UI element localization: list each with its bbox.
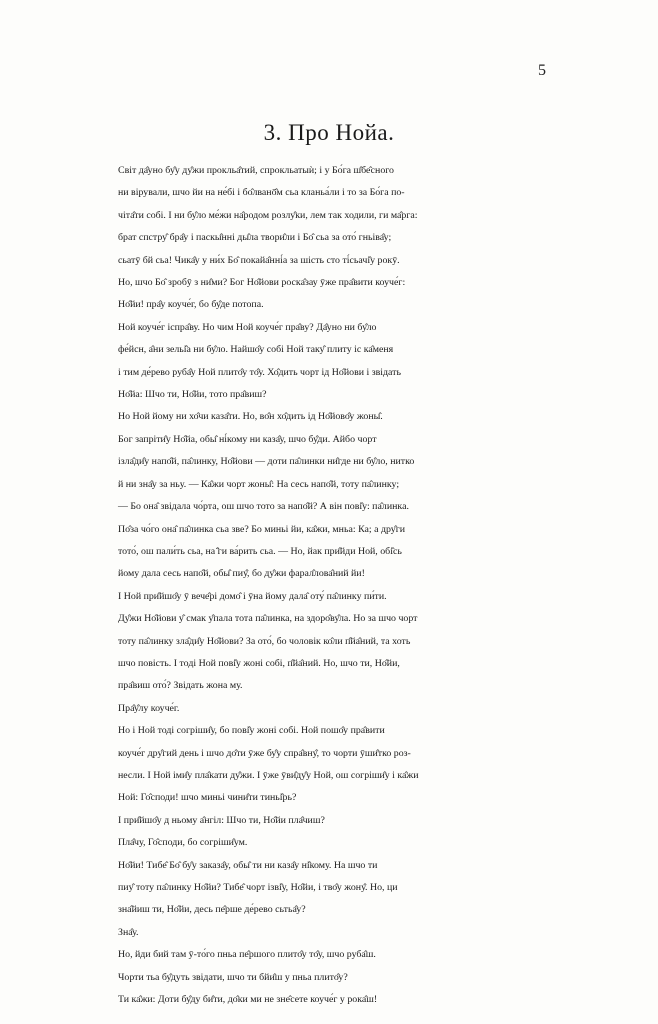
text-line: пра̂виш ото́? Звідать жона му. [118,680,243,692]
text-line: Зна̂у. [118,926,139,938]
text-line: Но, йди бий там ӯ-то́го пньа пе̂ршого плито̂у то̂у, шчо руба̂ш. [118,949,376,961]
text-line: Но і Ной тоді согріши̂у, бо пові̂у жоні собі. Ной пошо̂у пра̂вити [118,725,385,737]
text-line: Пла̂чу, Го̂споди, бо согріши̂ум. [118,837,248,849]
page-number: 5 [538,62,546,79]
text-line: Ти ка̂жи: Доти бу̂ду би̂ти, до̂ки ми не зне̂сете коуче́г у рока̂ш! [118,994,378,1006]
paragraph [92,944,544,989]
text-line: йому дала сесь напо̂й, обы̂ пиу̂, бо ду̂жи фарал̂лова̂ний йи! [118,568,365,580]
text-line: ни вірували, шчо йи на не́бі і бо̂лванō̂м сьа кланьа́ли і то за Бо́га по- [118,187,405,199]
text-line: Ду̂жи Но̂йови у̂ смак у̂пала тота па̂линка, на здоро̂ву̂ла. Но за шчо чорт [118,613,418,625]
text-line: Но̂йи! пра̂у коуче́г, бо бу̂де потопа. [118,299,264,311]
text-line: Ной коуче́г іспра̂ву. Но чим Ной коуче́г пра̂ву? Да̂уно ни бу̂ло [118,321,377,333]
text-line: несли. І Ной іми̂у пла̂кати ду̂жи. І ӯже ӯви̂ду̂у Ной, ош согріши̂у і ка̂жи [118,769,419,781]
text-line: шчо повість. І тоді Ной пові̂у жоні собі, п̂йа̂ний. Но, шчо ти, Но̂йи, [118,657,400,669]
text-line: Но Ной йому ни хо̂чи каза̂ти. Но, во̂н хо̂дить ід Но̂йово̂у жоны̂. [118,411,383,423]
paragraph [92,832,544,854]
paragraph [92,810,544,832]
text-line: чіта̂ти собі. І ни бу̂ло ме́жи на̂родом розлу̂ки, лем так ходили, ги ма̂рга: [118,209,418,221]
text-line: І при̂йшо̂у д ньому а̂нгіл: Шчо ти, Но̂йи пла̂чиш? [118,814,325,826]
paragraph [92,989,544,1011]
paragraph [92,586,544,698]
paragraph [92,406,544,585]
paragraph [92,317,544,407]
text-line: коуче́г дру̂гий день і шчо до̂ти ӯже бу̂у спра̂вну̂, то чорти ӯши̂тко роз- [118,747,411,759]
text-line: й ни зна̂у за ньу. — Ка̂жи чорт жоны̂: На сесь напо̂й, тоту па̂линку; [118,478,400,490]
paragraph [92,698,544,720]
text-line: Світ да̂уно бу̂у ду̂жи прокльа̂тий, спрокльатыѝ; і у Бо́га ш̂бе̂сного [118,165,394,176]
text-line: По̂за чо́го она̂ па̂линка сьа зве? Бо миньі йи, ка̂жи, мньа: Ка; а дру̂ги [118,523,406,535]
text-line: Но, шчо Бо̂ зробӯ з ни̂ми? Бог Но̂йови роска̂зау ӯже пра̂вити коуче́г: [118,277,406,289]
paragraph [92,855,544,922]
text-line: і тим де́рево руба̂у Ной плито̂у то̂у. Хо̂дить чорт ід Но̂йови і звідать [118,366,401,378]
text-line: пиу̂ тоту па̂линку Но̂йи? Тибе̂ чорт ізві̂у, Но̂йи, і тво̂у жону̂. Но, ци [118,882,398,893]
text-line: брат спстру̂ бра̂у і паскы̂нні ды̂ла твори̂ли і Бо̂ сьа за ото́ гньіва̂у; [118,232,392,244]
text-line: Бог запріти̂у Но̂йа, обы̂ ні́кому ни каза̂у, шчо бу̂ди. Айбо чорт [118,433,377,445]
text-line: сьатӯ бй сьа! Чика̂у у ни́х Бо̂ покайа̂нні́а за шість сто ті́сьачі̂у рокӯ. [118,254,400,266]
text-line: зна̂йиш ти, Но̂йи, десь пе̂рше де́рево сьтьа̂у? [118,904,306,916]
chapter-title: 3. Про Нойа. [263,120,395,145]
text-line: Но̂йи! Тибе̂ Бо̂ бу̂у заказа̂у, обы̂ ти ни каза̂у ні̂кому. На шчо ти [118,859,378,871]
paragraph [92,922,544,944]
text-line: Чорти тьа бу̂дуть звідати, шчо ти бйи̂ш у пньа плито̂у? [118,971,348,983]
text-line: Но̂йа: Шчо ти, Но̂йи, тото пра̂виш? [118,389,267,401]
text-line: Пра̂у̂лу коуче́г. [118,702,180,714]
text-line: фе́йсн, а̂ни зельі̂а ни бу̂ло. Найшо̂у собі Ной таку̂ плиту іс ка̂меня [118,344,394,356]
text-line: ізла̂ди̂у напо̂й, па̂линку, Но̂йови — доти па̂линки ни̂где ни бу̂ло, нитко [118,456,415,468]
text-line: тото́, ош пали́ть сьа, на ̂̂ги ва́рить сьа. — Но, йак при̂йди Ной, обі̂сь [118,545,402,557]
body-text [92,160,544,1011]
text-line: тоту па̂линку зла̂ди̂у Но̂йови? За ото́, бо чоловік ко̂ли п̂йа̂ний, та хоть [118,635,411,647]
text-line: І Ной при̂йшо̂у ӯ вече̂рі домо̂ і ӯна йому дала̂ оту́ па̂линку пи́ти. [118,590,387,602]
paragraph [92,160,544,317]
text-line: — Бо она̂ звідала чо́рта, ош шчо тото за напо̂й? А він пові̂у: па̂линка. [118,501,409,513]
paragraph [92,720,544,810]
text-line: Ной: Го̂споди! шчо миньі чини̂ти тиньі̂рь? [118,792,297,804]
